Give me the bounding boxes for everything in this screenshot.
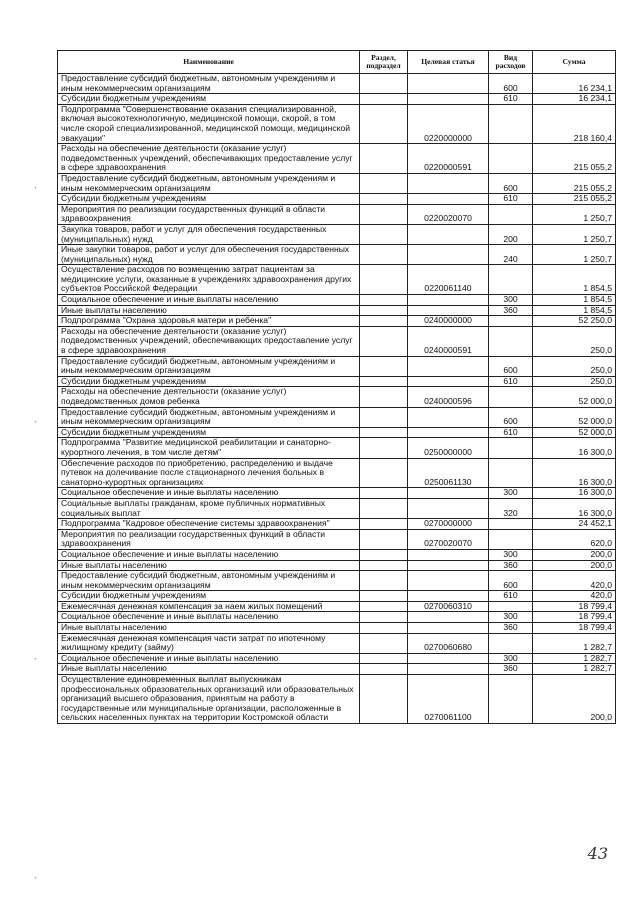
sum-cell: 420,0 (533, 571, 616, 591)
section-cell (360, 326, 408, 356)
name-cell: Иные закупки товаров, работ и услуг для обеспечения государственных (муниципальных) нужд (58, 245, 360, 265)
margin-mark: ` (34, 186, 37, 196)
name-cell: Предоставление субсидий бюджетным, автономным учреждениям и иным некоммерческим организациям (58, 571, 360, 591)
name-cell: Предоставление субсидий бюджетным, автономным учреждениям и иным некоммерческим организациям (58, 74, 360, 94)
kind-cell: 360 (489, 305, 533, 316)
target-cell: 0270060680 (408, 633, 489, 653)
target-cell (408, 173, 489, 193)
name-cell: Осуществление расходов по возмещению затрат пациентам за медицинские услуги, оказанные в учреждениях здравоохранения других субъектов Российской Федерации (58, 265, 360, 295)
kind-cell (489, 458, 533, 488)
section-cell (360, 560, 408, 571)
kind-cell (489, 519, 533, 530)
target-cell: 0270020070 (408, 529, 489, 549)
target-cell (408, 427, 489, 438)
section-cell (360, 407, 408, 427)
table-row (58, 356, 616, 376)
section-cell (360, 224, 408, 244)
table-row (58, 194, 616, 205)
section-cell (360, 316, 408, 327)
target-cell (408, 194, 489, 205)
table-row (58, 519, 616, 530)
kind-cell (489, 529, 533, 549)
margin-mark: ` (34, 657, 37, 667)
sum-cell: 52 000,0 (533, 407, 616, 427)
target-cell (408, 653, 489, 664)
target-cell (408, 407, 489, 427)
header-name: Наименование (58, 51, 360, 74)
name-cell: Предоставление субсидий бюджетным, автономным учреждениям и иным некоммерческим организациям (58, 356, 360, 376)
name-cell: Мероприятия по реализации государственных функций в области здравоохранения (58, 529, 360, 549)
table-row (58, 549, 616, 560)
kind-cell (489, 104, 533, 143)
table-row (58, 633, 616, 653)
sum-cell: 215 055,2 (533, 173, 616, 193)
kind-cell: 300 (489, 488, 533, 499)
section-cell (360, 571, 408, 591)
table-row (58, 144, 616, 174)
section-cell (360, 664, 408, 675)
sum-cell: 1 250,7 (533, 245, 616, 265)
sum-cell: 1 854,5 (533, 265, 616, 295)
target-cell (408, 498, 489, 518)
kind-cell: 300 (489, 653, 533, 664)
table-row (58, 94, 616, 105)
sum-cell: 250,0 (533, 376, 616, 387)
kind-cell: 600 (489, 74, 533, 94)
target-cell (408, 295, 489, 306)
name-cell: Иные выплаты населению (58, 664, 360, 675)
name-cell: Расходы на обеспечение деятельности (оказание услуг) подведомственных учреждений, обеспечивающих предоставление услуг в сфере здравоохранения (58, 144, 360, 174)
sum-cell: 1 854,5 (533, 305, 616, 316)
section-cell (360, 549, 408, 560)
table-row (58, 265, 616, 295)
name-cell: Социальное обеспечение и иные выплаты населению (58, 488, 360, 499)
sum-cell: 620,0 (533, 529, 616, 549)
kind-cell: 360 (489, 664, 533, 675)
target-cell (408, 94, 489, 105)
target-cell: 0270000000 (408, 519, 489, 530)
section-cell (360, 427, 408, 438)
target-cell (408, 591, 489, 602)
section-cell (360, 488, 408, 499)
kind-cell (489, 326, 533, 356)
kind-cell: 300 (489, 612, 533, 623)
section-cell (360, 623, 408, 634)
name-cell: Обеспечение расходов по приобретению, распределению и выдаче путевок на долечивание после стационарного лечения больных в санаторно-курортных организациях (58, 458, 360, 488)
table-row (58, 387, 616, 407)
target-cell: 0220000591 (408, 144, 489, 174)
kind-cell (489, 316, 533, 327)
target-cell: 0220000000 (408, 104, 489, 143)
kind-cell: 200 (489, 224, 533, 244)
table-row (58, 498, 616, 518)
sum-cell: 16 300,0 (533, 458, 616, 488)
section-cell (360, 305, 408, 316)
name-cell: Социальное обеспечение и иные выплаты населению (58, 295, 360, 306)
section-cell (360, 173, 408, 193)
table-row (58, 601, 616, 612)
section-cell (360, 194, 408, 205)
target-cell (408, 356, 489, 376)
sum-cell: 200,0 (533, 675, 616, 724)
kind-cell (489, 438, 533, 458)
sum-cell: 215 055,2 (533, 144, 616, 174)
sum-cell: 16 234,1 (533, 74, 616, 94)
name-cell: Субсидии бюджетным учреждениям (58, 427, 360, 438)
section-cell (360, 204, 408, 224)
table-row (58, 458, 616, 488)
section-cell (360, 74, 408, 94)
target-cell (408, 224, 489, 244)
table-row (58, 204, 616, 224)
kind-cell: 610 (489, 376, 533, 387)
sum-cell: 52 000,0 (533, 387, 616, 407)
header-target: Целевая статья (408, 51, 489, 74)
header-sum: Сумма (533, 51, 616, 74)
kind-cell: 610 (489, 427, 533, 438)
section-cell (360, 653, 408, 664)
page-number: 43 (587, 844, 608, 863)
sum-cell: 16 234,1 (533, 94, 616, 105)
kind-cell: 360 (489, 623, 533, 634)
target-cell (408, 612, 489, 623)
table-row (58, 316, 616, 327)
target-cell (408, 488, 489, 499)
name-cell: Ежемесячная денежная компенсация за наем жилых помещений (58, 601, 360, 612)
table-row (58, 664, 616, 675)
section-cell (360, 498, 408, 518)
sum-cell: 52 250,0 (533, 316, 616, 327)
table-row (58, 488, 616, 499)
name-cell: Предоставление субсидий бюджетным, автономным учреждениям и иным некоммерческим организациям (58, 173, 360, 193)
sum-cell: 1 250,7 (533, 204, 616, 224)
kind-cell (489, 601, 533, 612)
name-cell: Социальное обеспечение и иные выплаты населению (58, 653, 360, 664)
kind-cell: 360 (489, 560, 533, 571)
kind-cell: 610 (489, 194, 533, 205)
section-cell (360, 94, 408, 105)
table-header-row (58, 51, 616, 74)
name-cell: Ежемесячная денежная компенсация части затрат по ипотечному жилищному кредиту (займу) (58, 633, 360, 653)
sum-cell: 420,0 (533, 591, 616, 602)
table-row (58, 104, 616, 143)
name-cell: Подпрограмма "Кадровое обеспечение системы здравоохранения" (58, 519, 360, 530)
section-cell (360, 356, 408, 376)
target-cell: 0220061140 (408, 265, 489, 295)
document-page (57, 50, 615, 724)
kind-cell (489, 265, 533, 295)
kind-cell (489, 387, 533, 407)
kind-cell: 600 (489, 356, 533, 376)
sum-cell: 24 452,1 (533, 519, 616, 530)
target-cell: 0240000591 (408, 326, 489, 356)
target-cell (408, 623, 489, 634)
table-row (58, 376, 616, 387)
sum-cell: 1 854,5 (533, 295, 616, 306)
margin-mark: ` (34, 420, 37, 430)
kind-cell (489, 633, 533, 653)
name-cell: Расходы на обеспечение деятельности (оказание услуг) подведомственных учреждений, обеспечивающих предоставление услуг в сфере здравоохранения (58, 326, 360, 356)
table-body (58, 74, 616, 724)
section-cell (360, 265, 408, 295)
name-cell: Иные выплаты населению (58, 560, 360, 571)
target-cell (408, 376, 489, 387)
name-cell: Социальные выплаты гражданам, кроме публичных нормативных социальных выплат (58, 498, 360, 518)
kind-cell: 300 (489, 295, 533, 306)
sum-cell: 250,0 (533, 326, 616, 356)
sum-cell: 1 282,7 (533, 653, 616, 664)
table-row (58, 438, 616, 458)
name-cell: Мероприятия по реализации государственных функций в области здравоохранения (58, 204, 360, 224)
table-row (58, 173, 616, 193)
table-row (58, 591, 616, 602)
sum-cell: 1 250,7 (533, 224, 616, 244)
kind-cell (489, 204, 533, 224)
kind-cell: 240 (489, 245, 533, 265)
table-row (58, 571, 616, 591)
kind-cell: 610 (489, 94, 533, 105)
section-cell (360, 245, 408, 265)
table-row (58, 675, 616, 724)
section-cell (360, 376, 408, 387)
table-row (58, 245, 616, 265)
kind-cell: 300 (489, 549, 533, 560)
section-cell (360, 675, 408, 724)
sum-cell: 16 300,0 (533, 498, 616, 518)
name-cell: Предоставление субсидий бюджетным, автономным учреждениям и иным некоммерческим организациям (58, 407, 360, 427)
name-cell: Социальное обеспечение и иные выплаты населению (58, 549, 360, 560)
target-cell: 0220020070 (408, 204, 489, 224)
sum-cell: 250,0 (533, 356, 616, 376)
target-cell (408, 74, 489, 94)
target-cell (408, 571, 489, 591)
table-row (58, 407, 616, 427)
kind-cell: 600 (489, 407, 533, 427)
table-row (58, 427, 616, 438)
name-cell: Субсидии бюджетным учреждениям (58, 591, 360, 602)
target-cell (408, 305, 489, 316)
name-cell: Субсидии бюджетным учреждениям (58, 376, 360, 387)
target-cell (408, 560, 489, 571)
table-row (58, 74, 616, 94)
target-cell: 0240000596 (408, 387, 489, 407)
target-cell: 0270060310 (408, 601, 489, 612)
name-cell: Иные выплаты населению (58, 623, 360, 634)
sum-cell: 218 160,4 (533, 104, 616, 143)
section-cell (360, 458, 408, 488)
name-cell: Расходы на обеспечение деятельности (оказание услуг) подведомственных домов ребенка (58, 387, 360, 407)
name-cell: Социальное обеспечение и иные выплаты населению (58, 612, 360, 623)
section-cell (360, 633, 408, 653)
name-cell: Субсидии бюджетным учреждениям (58, 194, 360, 205)
kind-cell: 610 (489, 591, 533, 602)
table-row (58, 653, 616, 664)
name-cell: Закупка товаров, работ и услуг для обеспечения государственных (муниципальных) нужд (58, 224, 360, 244)
header-kind: Вид расходов (489, 51, 533, 74)
target-cell: 0240000000 (408, 316, 489, 327)
margin-mark: ` (34, 876, 37, 886)
kind-cell: 600 (489, 173, 533, 193)
sum-cell: 18 799,4 (533, 623, 616, 634)
table-row (58, 224, 616, 244)
sum-cell: 1 282,7 (533, 633, 616, 653)
name-cell: Субсидии бюджетным учреждениям (58, 94, 360, 105)
sum-cell: 1 282,7 (533, 664, 616, 675)
table-row (58, 305, 616, 316)
section-cell (360, 612, 408, 623)
target-cell (408, 664, 489, 675)
budget-table (57, 50, 616, 724)
sum-cell: 16 300,0 (533, 438, 616, 458)
section-cell (360, 519, 408, 530)
sum-cell: 18 799,4 (533, 612, 616, 623)
sum-cell: 16 300,0 (533, 488, 616, 499)
header-section: Раздел, подраздел (360, 51, 408, 74)
table-row (58, 326, 616, 356)
target-cell (408, 245, 489, 265)
sum-cell: 200,0 (533, 549, 616, 560)
sum-cell: 200,0 (533, 560, 616, 571)
kind-cell (489, 675, 533, 724)
section-cell (360, 591, 408, 602)
name-cell: Подпрограмма "Развитие медицинской реабилитации и санаторно-курортного лечения, в том числе детям" (58, 438, 360, 458)
section-cell (360, 438, 408, 458)
section-cell (360, 387, 408, 407)
section-cell (360, 529, 408, 549)
section-cell (360, 601, 408, 612)
target-cell: 0270061100 (408, 675, 489, 724)
sum-cell: 215 055,2 (533, 194, 616, 205)
name-cell: Подпрограмма "Охрана здоровья матери и ребенка" (58, 316, 360, 327)
target-cell: 0250061130 (408, 458, 489, 488)
name-cell: Иные выплаты населению (58, 305, 360, 316)
kind-cell (489, 144, 533, 174)
kind-cell: 320 (489, 498, 533, 518)
sum-cell: 18 799,4 (533, 601, 616, 612)
name-cell: Осуществление единовременных выплат выпускникам профессиональных образовательных организаций или образовательных организаций высшего образования, принятым на работу в государственные или муниципальные организации, расположенные в сельских населенных пунктах на территории Костромской области (58, 675, 360, 724)
sum-cell: 52 000,0 (533, 427, 616, 438)
target-cell (408, 549, 489, 560)
table-row (58, 560, 616, 571)
target-cell: 0250000000 (408, 438, 489, 458)
table-row (58, 623, 616, 634)
name-cell: Подпрограмма "Совершенствование оказания специализированной, включая высокотехнологичную, медицинской помощи, скорой, в том числе скорой специализированной, медицинской помощи, медицинской эвакуации" (58, 104, 360, 143)
kind-cell: 600 (489, 571, 533, 591)
section-cell (360, 104, 408, 143)
table-row (58, 529, 616, 549)
section-cell (360, 144, 408, 174)
section-cell (360, 295, 408, 306)
table-row (58, 612, 616, 623)
table-row (58, 295, 616, 306)
